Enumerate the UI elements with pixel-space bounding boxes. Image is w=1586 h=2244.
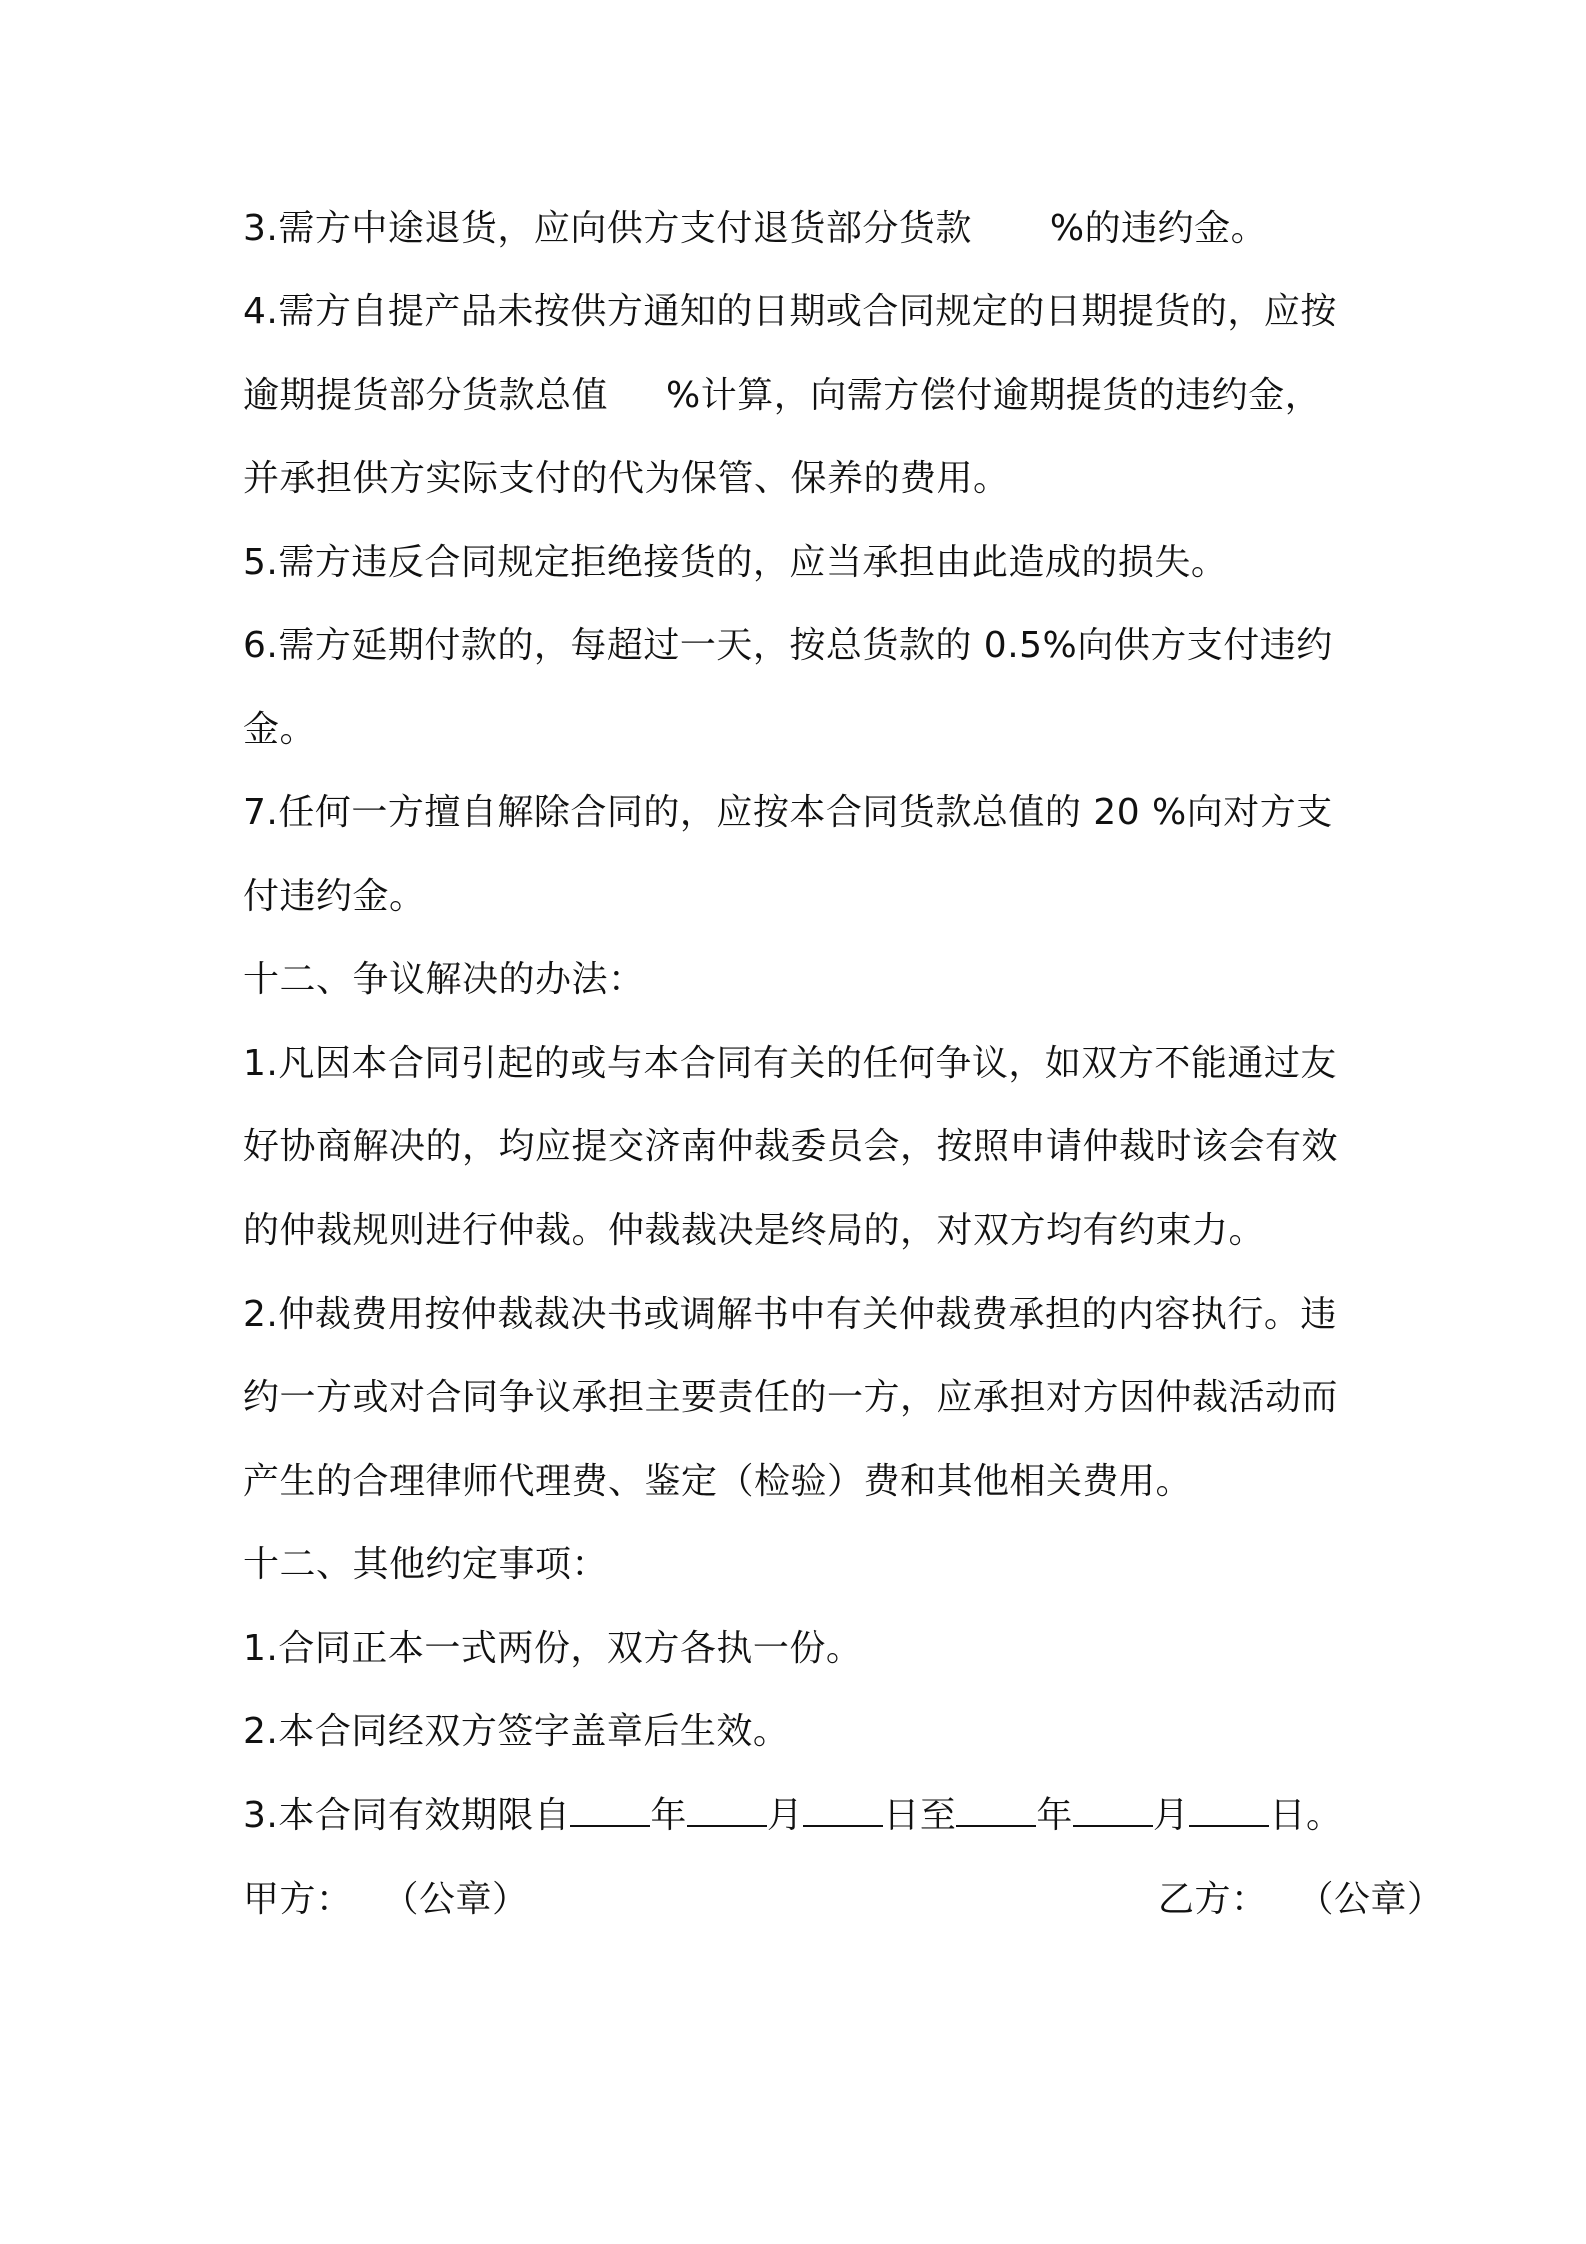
clause-7-line-2 <box>243 873 1363 921</box>
start-day-blank <box>803 1797 883 1827</box>
dispute-1-line-3 <box>243 1207 1363 1255</box>
line-text: 7.任何一方擅自解除合同的，应按本合同货款总值的 20 %向对方支 <box>243 792 1333 833</box>
section-title: 十二、其他约定事项： <box>243 1544 609 1585</box>
line-text: 的仲裁规则进行仲裁。仲裁裁决是终局的，对双方均有约束力。 <box>243 1210 1266 1251</box>
party-a-signature <box>243 1879 529 1920</box>
section-heading-dispute <box>243 956 1363 1004</box>
line-text: 5.需方违反合同规定拒绝接货的，应当承担由此造成的损失。 <box>243 542 1228 583</box>
line-text: 金。 <box>243 709 317 750</box>
dispute-2-line-1 <box>243 1291 1363 1339</box>
party-a-label: 甲方： <box>243 1879 353 1920</box>
party-a-seal: （公章） <box>382 1879 529 1920</box>
line-text: 逾期提货部分货款总值 <box>243 375 609 416</box>
end-year-blank <box>956 1797 1036 1827</box>
party-b-label: 乙方： <box>1158 1879 1268 1920</box>
day-to-label: 日至 <box>883 1795 957 1836</box>
line-text: 并承担供方实际支付的代为保管、保养的费用。 <box>243 458 1010 499</box>
line-text-tail: %的违约金。 <box>1049 208 1268 249</box>
validity-prefix: 3.本合同有效期限自 <box>243 1795 571 1836</box>
line-text-tail: %计算，向需方偿付逾期提货的违约金， <box>666 375 1322 416</box>
section-title: 十二、争议解决的办法： <box>243 959 645 1000</box>
month-label: 月 <box>766 1795 804 1836</box>
line-text: 3.需方中途退货，应向供方支付退货部分货款 <box>243 208 972 249</box>
dispute-1-line-1 <box>243 1040 1363 1088</box>
dispute-1-line-2 <box>243 1123 1363 1171</box>
dispute-2-line-2 <box>243 1374 1363 1422</box>
clause-5 <box>243 539 1363 587</box>
year-label: 年 <box>650 1795 687 1836</box>
end-month-blank <box>1073 1797 1153 1827</box>
other-3-validity <box>243 1792 1363 1840</box>
line-text: 付违约金。 <box>243 876 426 917</box>
line-text: 产生的合理律师代理费、鉴定（检验）费和其他相关费用。 <box>243 1461 1193 1502</box>
line-text: 1.合同正本一式两份，双方各执一份。 <box>243 1628 863 1669</box>
line-text: 4.需方自提产品未按供方通知的日期或合同规定的日期提货的，应按 <box>243 291 1337 332</box>
day-end-label: 日。 <box>1269 1795 1343 1836</box>
party-b-seal: （公章） <box>1297 1879 1444 1920</box>
clause-6-line-2 <box>243 706 1363 754</box>
line-text: 好协商解决的，均应提交济南仲裁委员会，按照申请仲裁时该会有效 <box>243 1126 1339 1167</box>
line-text: 约一方或对合同争议承担主要责任的一方，应承担对方因仲裁活动而 <box>243 1377 1339 1418</box>
month-label-end: 月 <box>1152 1795 1190 1836</box>
line-text: 2.仲裁费用按仲裁裁决书或调解书中有关仲裁费承担的内容执行。违 <box>243 1294 1337 1335</box>
clause-3-return <box>243 205 1363 253</box>
clause-4-line-2 <box>243 372 1363 420</box>
clause-4-line-3 <box>243 455 1363 503</box>
clause-6-line-1 <box>243 622 1363 670</box>
section-heading-other <box>243 1541 1363 1589</box>
year-label-end: 年 <box>1036 1795 1073 1836</box>
line-text: 2.本合同经双方签字盖章后生效。 <box>243 1711 790 1752</box>
other-1 <box>243 1625 1363 1673</box>
signature-row <box>243 1876 1444 1924</box>
clause-4-line-1 <box>243 288 1363 336</box>
start-month-blank <box>687 1797 767 1827</box>
party-b-signature <box>1158 1876 1444 1924</box>
dispute-2-line-3 <box>243 1458 1363 1506</box>
line-text: 6.需方延期付款的，每超过一天，按总货款的 0.5%向供方支付违约 <box>243 625 1333 666</box>
start-year-blank <box>570 1797 650 1827</box>
end-day-blank <box>1189 1797 1269 1827</box>
clause-7-line-1 <box>243 789 1363 837</box>
line-text: 1.凡因本合同引起的或与本合同有关的任何争议，如双方不能通过友 <box>243 1043 1337 1084</box>
other-2 <box>243 1708 1363 1756</box>
